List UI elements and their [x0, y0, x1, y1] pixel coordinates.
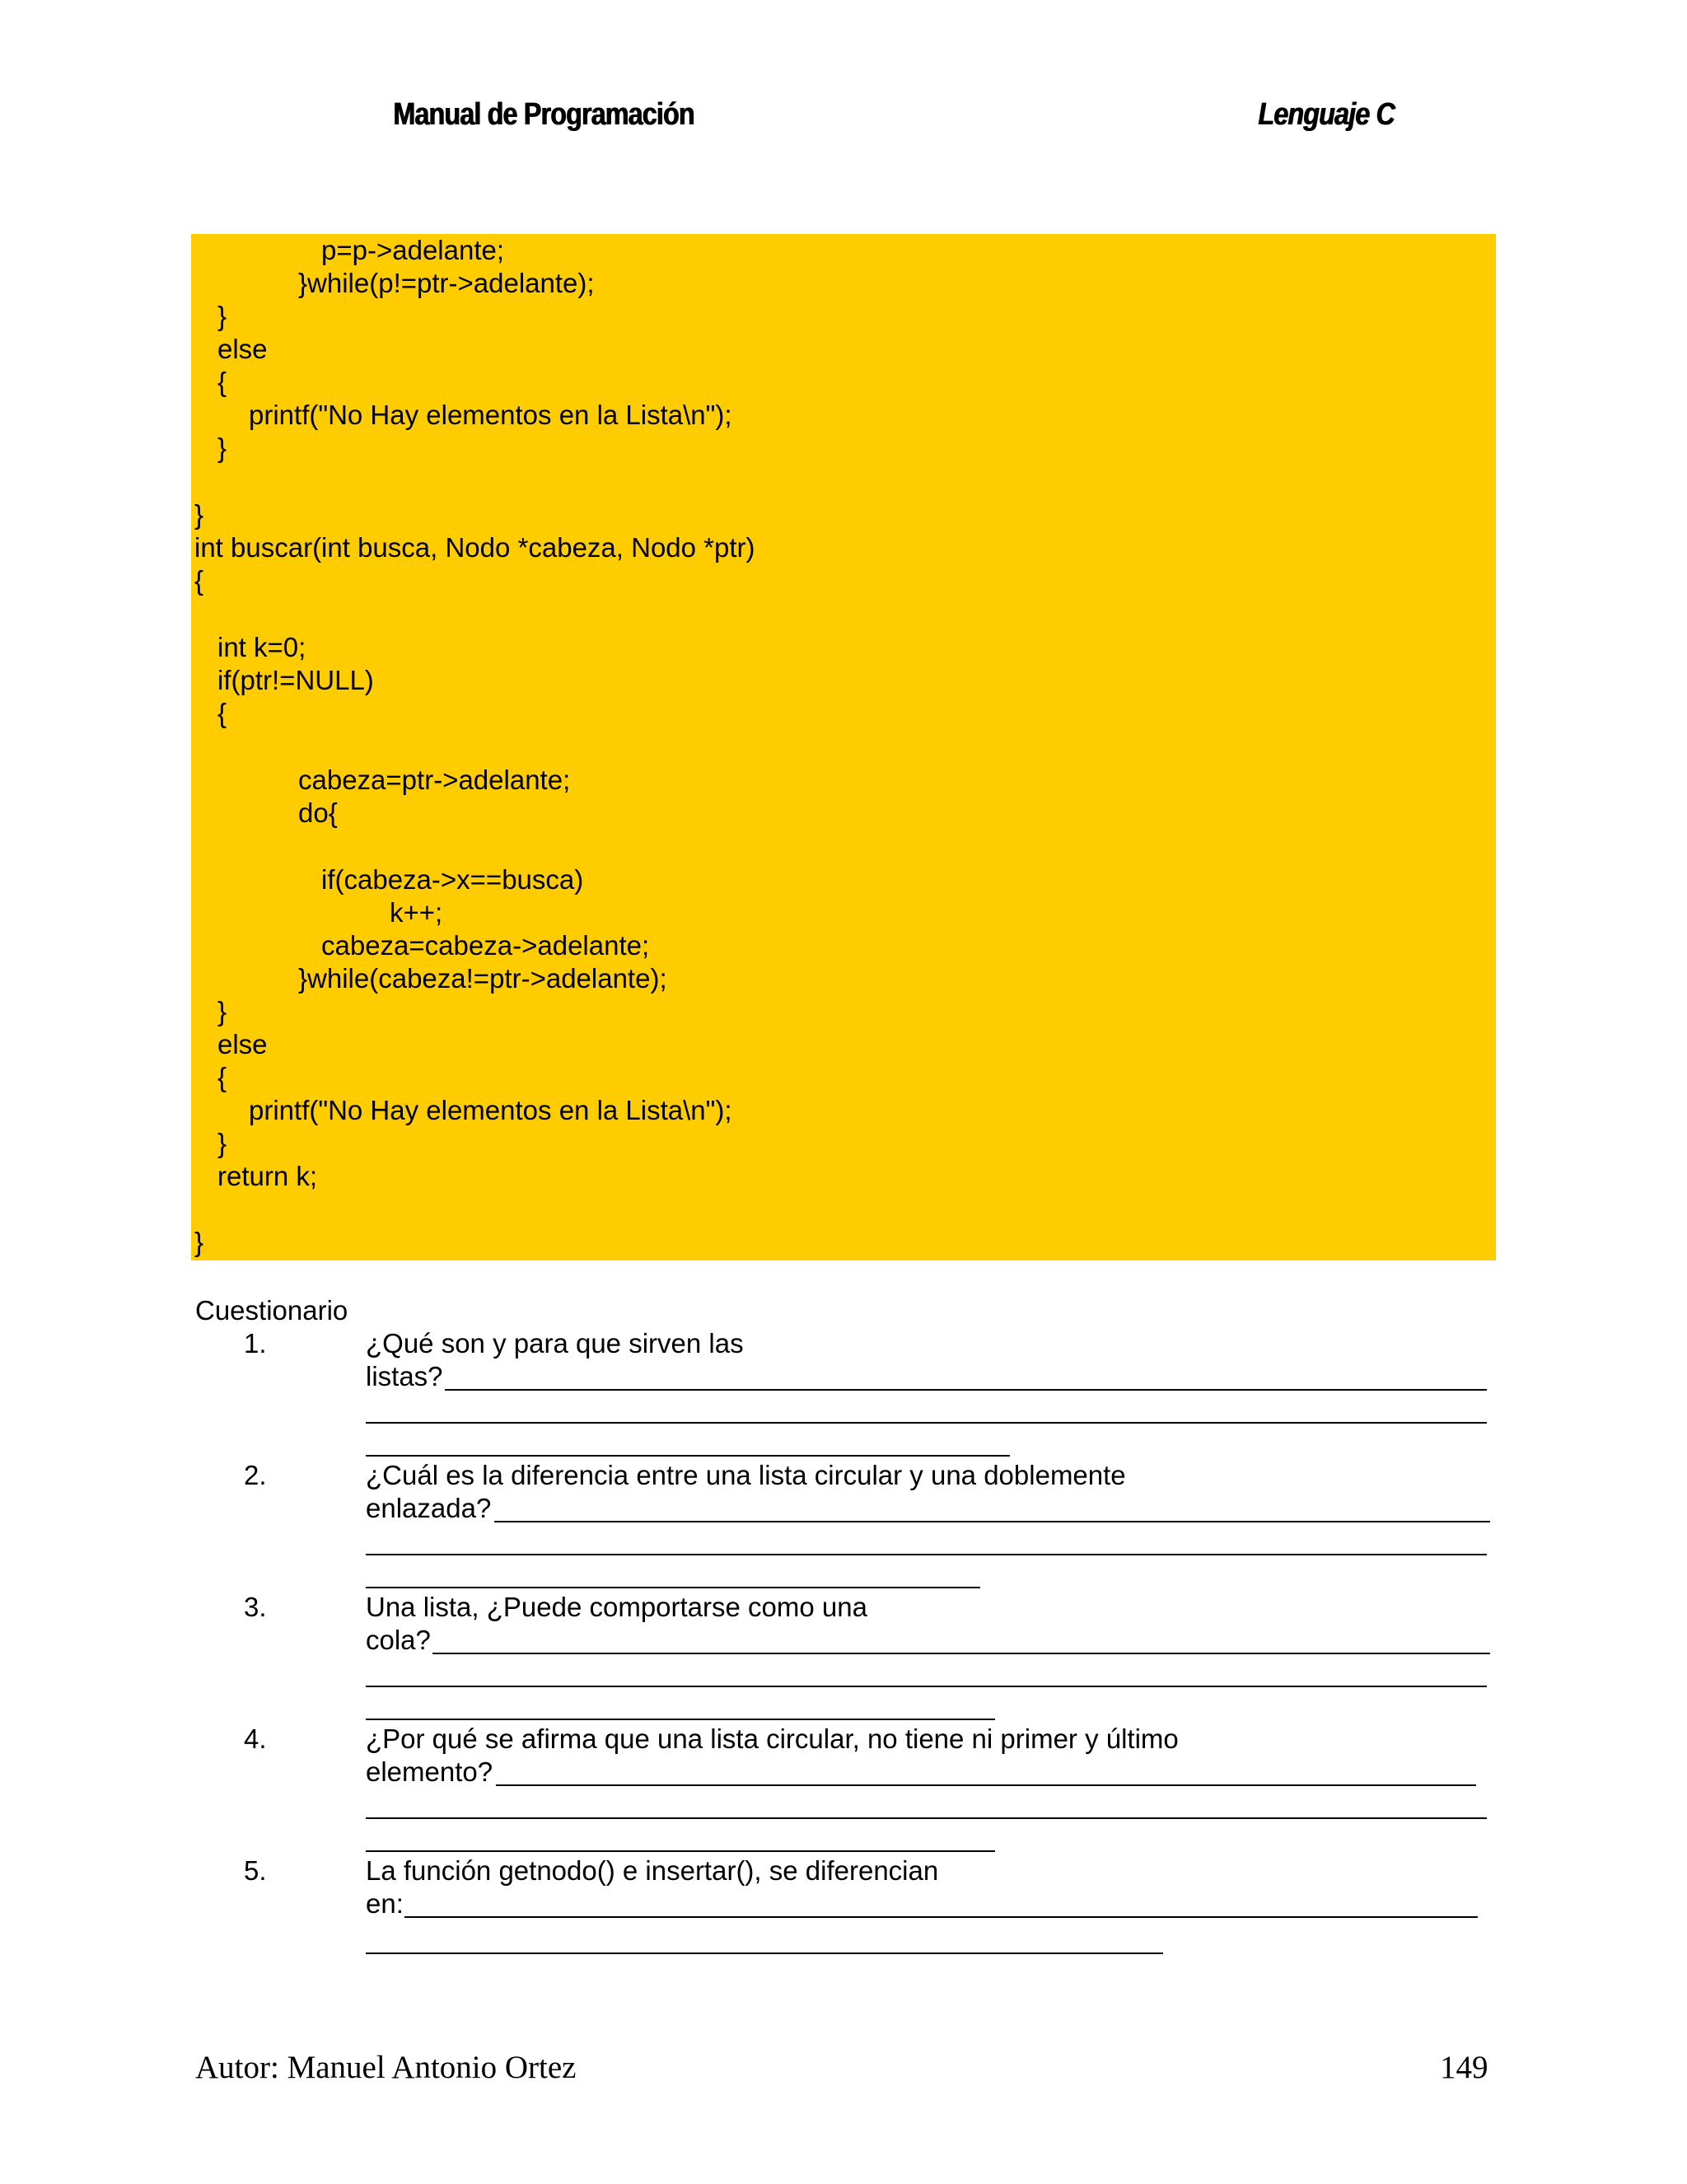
code-line: } — [217, 1128, 227, 1158]
question-number: 4. — [244, 1723, 267, 1754]
code-line: int buscar(int busca, Nodo *cabeza, Nodo *ptr) — [194, 532, 755, 563]
answer-line — [366, 1422, 1487, 1424]
code-line: } — [217, 996, 227, 1027]
code-line: } — [194, 1227, 204, 1257]
question-text: ¿Qué son y para que sirven las — [366, 1328, 744, 1359]
answer-line — [366, 1850, 995, 1852]
code-block — [191, 234, 1496, 1260]
code-line: }while(cabeza!=ptr->adelante); — [298, 963, 667, 994]
code-line: if(cabeza->x==busca) — [321, 864, 584, 895]
question-text: La función getnodo() e insertar(), se diferencian — [366, 1855, 939, 1886]
answer-line — [404, 1916, 1478, 1918]
code-line: } — [217, 301, 227, 331]
question-text: ¿Por qué se afirma que una lista circular, no tiene ni primer y último — [366, 1723, 1179, 1754]
answer-line — [366, 1817, 1487, 1819]
code-line: } — [194, 499, 204, 530]
question-text-continued: cola? — [366, 1625, 431, 1655]
header-language-title: Lenguaje C — [1258, 97, 1395, 132]
code-line: cabeza=ptr->adelante; — [298, 765, 571, 795]
answer-line — [494, 1521, 1490, 1522]
code-line: { — [194, 565, 204, 596]
code-line: { — [217, 367, 227, 397]
questionnaire-title: Cuestionario — [195, 1295, 348, 1326]
answer-line — [366, 1455, 1010, 1457]
answer-line — [366, 1587, 980, 1588]
answer-line — [432, 1653, 1490, 1654]
code-line: p=p->adelante; — [321, 235, 505, 265]
answer-line — [496, 1784, 1476, 1786]
code-line: { — [217, 698, 227, 728]
code-line: else — [217, 1029, 268, 1059]
code-line: do{ — [298, 797, 338, 828]
header-manual-title: Manual de Programación — [393, 97, 694, 132]
code-line: k++; — [390, 897, 443, 928]
answer-line — [366, 1686, 1487, 1687]
question-number: 1. — [244, 1328, 267, 1359]
question-text-continued: elemento? — [366, 1756, 493, 1787]
question-text-continued: en: — [366, 1888, 404, 1919]
code-line: int k=0; — [217, 632, 306, 662]
question-text-continued: listas? — [366, 1361, 443, 1391]
question-number: 5. — [244, 1855, 267, 1886]
question-text-continued: enlazada? — [366, 1493, 492, 1523]
code-line: { — [217, 1062, 227, 1092]
question-number: 3. — [244, 1592, 267, 1622]
answer-line — [445, 1389, 1487, 1391]
code-line: printf("No Hay elementos en la Lista\n"); — [249, 400, 732, 430]
code-line: printf("No Hay elementos en la Lista\n"); — [249, 1095, 732, 1125]
code-line: return k; — [217, 1161, 318, 1191]
code-line: else — [217, 334, 268, 364]
question-text: ¿Cuál es la diferencia entre una lista circular y una doblemente — [366, 1460, 1126, 1490]
answer-line — [366, 1554, 1487, 1555]
answer-line — [366, 1953, 1163, 1954]
footer-author: Autor: Manuel Antonio Ortez — [195, 2050, 577, 2085]
code-line: } — [217, 433, 227, 463]
code-line: }while(p!=ptr->adelante); — [298, 268, 595, 298]
page-number: 149 — [1440, 2050, 1488, 2085]
code-line: cabeza=cabeza->adelante; — [321, 930, 650, 961]
answer-line — [366, 1719, 995, 1720]
question-text: Una lista, ¿Puede comportarse como una — [366, 1592, 867, 1622]
question-number: 2. — [244, 1460, 267, 1490]
code-line: if(ptr!=NULL) — [217, 665, 374, 695]
